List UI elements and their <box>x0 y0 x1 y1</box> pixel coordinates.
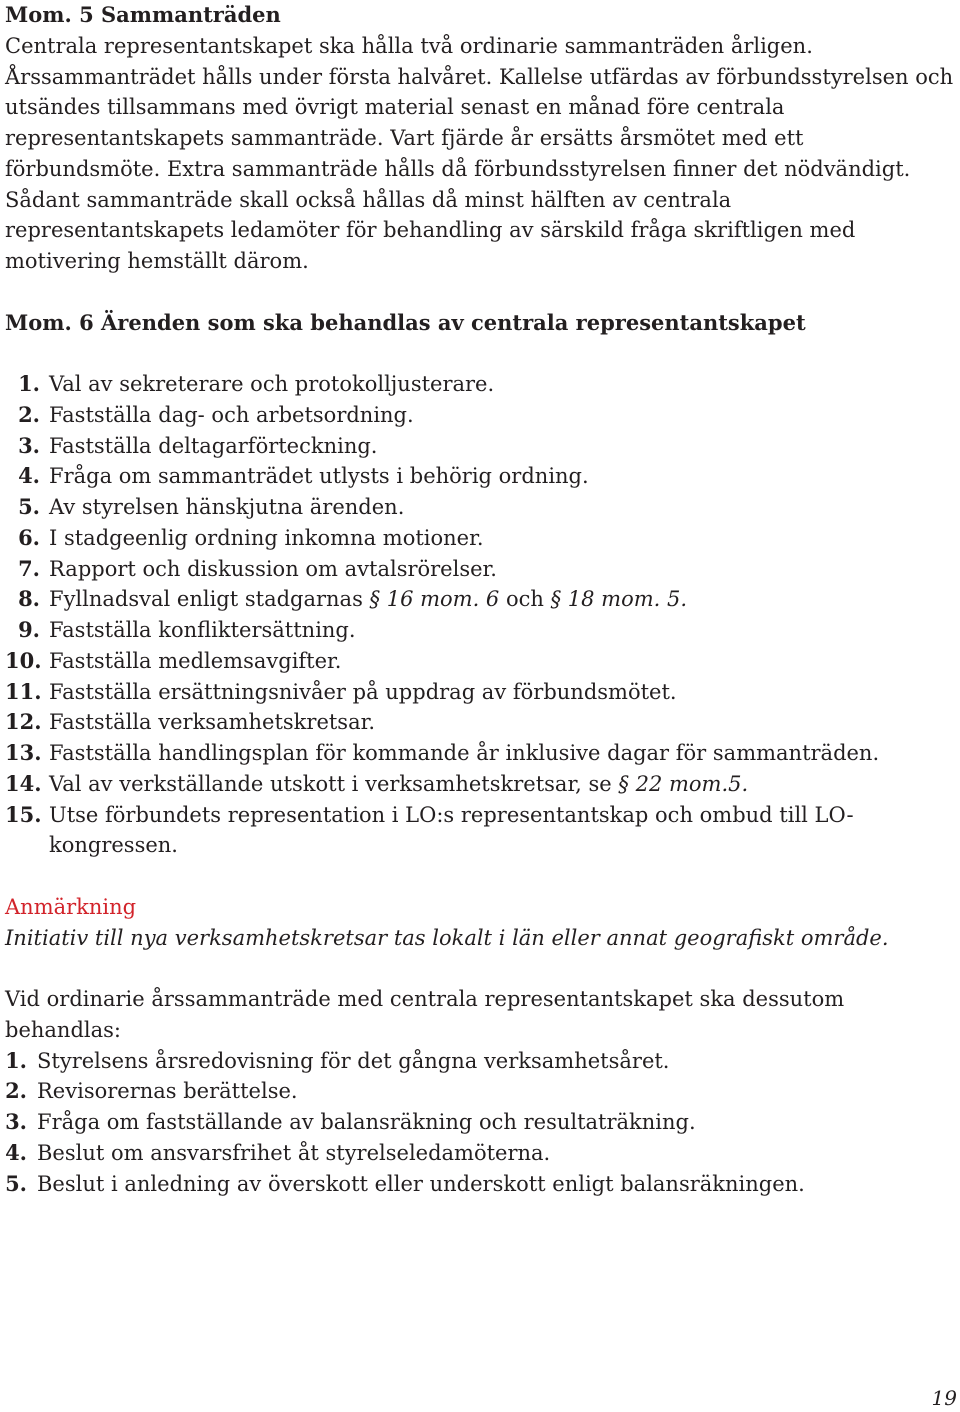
list-number: 10. <box>5 647 42 673</box>
list-item <box>5 400 955 431</box>
section-heading-mom5: Mom. 5 Sammanträden <box>5 2 281 27</box>
annual-list <box>5 1046 955 1200</box>
list-number: 3. <box>5 1109 27 1134</box>
list-text: Rapport och diskussion om avtalsrörelser. <box>49 556 497 581</box>
list-number: 11. <box>5 678 42 704</box>
list-item <box>5 1138 955 1169</box>
list-number: 15. <box>5 801 42 827</box>
list-text: Revisorernas berättelse. <box>37 1079 298 1104</box>
list-text: Fastställa deltagarförteckning. <box>49 433 378 458</box>
list-item <box>5 554 955 585</box>
list-text: Beslut om ansvarsfrihet åt styrelseledamöterna. <box>37 1140 551 1165</box>
list-text <box>49 769 955 800</box>
list-text: Av styrelsen hänskjutna ärenden. <box>49 495 405 519</box>
list-number: 12. <box>5 709 42 735</box>
list-text: Fastställa dag- och arbetsordning. <box>49 402 414 427</box>
list-item <box>5 738 955 769</box>
list-text: I stadgeenlig ordning inkomna motioner. <box>49 525 484 550</box>
list-number: 6. <box>18 524 40 550</box>
statute-reference: § 22 mom.5. <box>618 771 749 796</box>
list-number: 2. <box>5 1078 27 1104</box>
list-number: 4. <box>18 463 40 489</box>
list-item <box>5 1107 955 1138</box>
list-number: 9. <box>18 617 40 642</box>
annual-intro: Vid ordinarie årssammanträde med centrala representantskapet ska dessutom behandlas: <box>5 987 845 1042</box>
list-number: 2. <box>18 401 40 427</box>
document-page <box>5 0 955 1199</box>
list-text-part: och <box>499 587 551 612</box>
list-item <box>5 707 955 738</box>
list-text: Styrelsens årsredovisning för det gångna verksamhetsåret. <box>37 1048 670 1073</box>
list-number: 4. <box>5 1139 27 1165</box>
list-number: 14. <box>5 770 42 796</box>
list-item <box>5 584 955 615</box>
statute-reference: § 16 mom. 6 <box>369 587 500 612</box>
list-item <box>5 523 955 554</box>
list-text: Fastställa medlemsavgifter. <box>49 648 342 673</box>
list-item <box>5 431 955 462</box>
list-text <box>49 584 955 615</box>
statute-reference: § 18 mom. 5. <box>550 587 688 612</box>
list-item <box>5 369 955 400</box>
section-heading-mom6: Mom. 6 Ärenden som ska behandlas av centrala representantskapet <box>5 309 806 335</box>
list-number: 1. <box>18 371 40 396</box>
list-text-part: Fyllnadsval enligt stadgarnas <box>49 587 370 612</box>
list-number: 5. <box>18 494 40 519</box>
list-text: Fastställa handlingsplan för kommande år inklusive dagar för sammanträden. <box>49 741 880 765</box>
list-item <box>5 646 955 677</box>
section-body-mom5: Centrala representantskapet ska hålla två ordinarie sammanträden årligen. Årssammanträdet hålls under första halvåret. Kallelse utfärdas av förbundsstyrelsen och utsändes tillsammans med övrigt material senast en månad före centrala representantskapets sammanträde. Vart fjärde år ersätts årsmötet med ett förbundsmöte. Extra sammanträde hålls då förbundsstyrelsen finner det nödvändigt. Sådant sammanträde skall också hållas då minst hälften av centrala representantskapets ledamöter för behandling av särskild fråga skriftligen med motivering hemställt därom. <box>5 33 954 273</box>
list-text: Beslut i anledning av överskott eller underskott enligt balansräkningen. <box>37 1171 805 1196</box>
list-number: 1. <box>5 1047 27 1073</box>
list-text: Fastställa konfliktersättning. <box>49 618 356 642</box>
list-item <box>5 461 955 492</box>
list-text: Val av sekreterare och protokolljusterare. <box>49 372 495 396</box>
list-number: 7. <box>18 555 40 581</box>
list-item <box>5 677 955 708</box>
list-number: 13. <box>5 740 42 765</box>
list-item <box>5 1169 955 1200</box>
list-number: 8. <box>18 586 40 612</box>
page-number: 19 <box>931 1386 957 1410</box>
list-text: Fastställa verksamhetskretsar. <box>49 710 376 735</box>
list-number: 3. <box>18 432 40 458</box>
list-item <box>5 1046 955 1077</box>
list-item <box>5 615 955 646</box>
list-item <box>5 769 955 800</box>
list-item <box>5 800 955 862</box>
note-text: Initiativ till nya verksamhetskretsar tas lokalt i län eller annat geografiskt område. <box>5 925 889 950</box>
list-item <box>5 1076 955 1107</box>
agenda-list <box>5 369 955 861</box>
list-text: Utse förbundets representation i LO:s representantskap och ombud till LO-kongressen. <box>49 802 854 858</box>
list-text: Fråga om fastställande av balansräkning och resultaträkning. <box>37 1110 696 1134</box>
list-number: 5. <box>5 1170 27 1196</box>
list-text: Fastställa ersättningsnivåer på uppdrag av förbundsmötet. <box>49 679 677 704</box>
list-text-part: Val av verkställande utskott i verksamhetskretsar, se <box>49 771 619 796</box>
note-heading: Anmärkning <box>5 894 137 919</box>
list-item <box>5 492 955 523</box>
list-text: Fråga om sammanträdet utlysts i behörig ordning. <box>49 464 589 489</box>
